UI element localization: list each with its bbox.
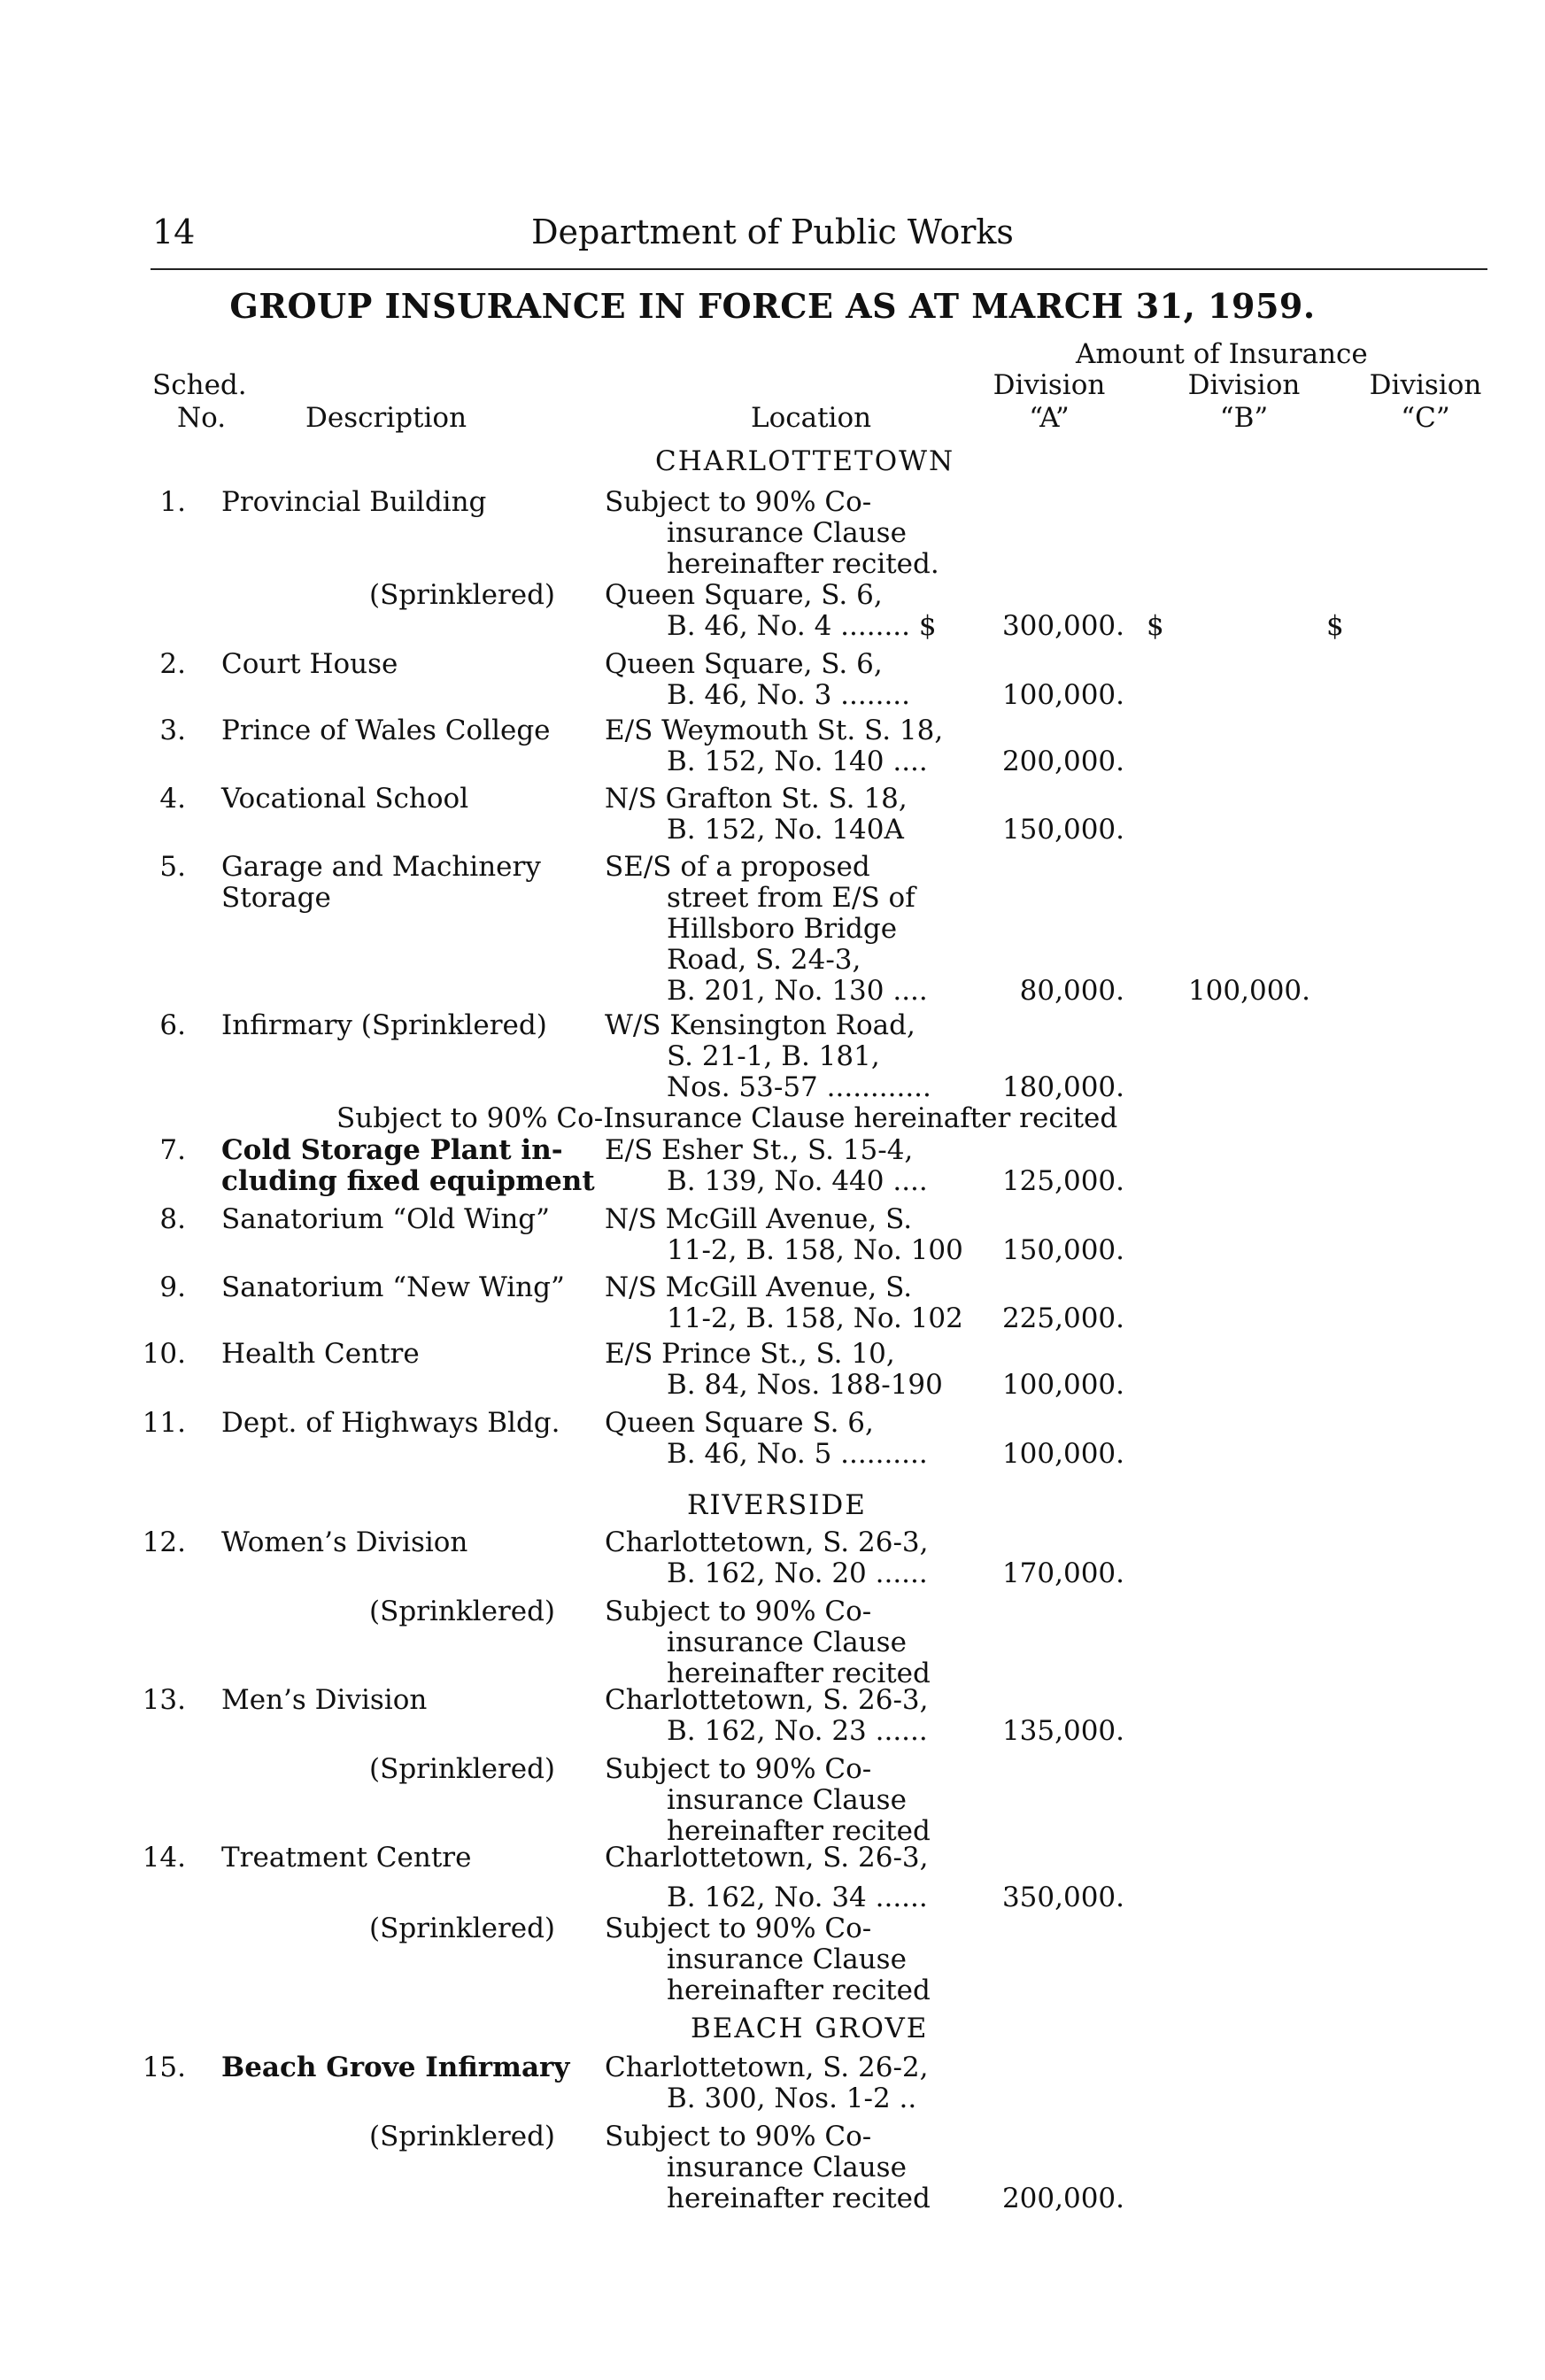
location-line: Hillsboro Bridge [667,913,898,945]
location-line: E/S Prince St., S. 10, [605,1338,895,1370]
amount-division-a: 135,000. [1001,1715,1124,1747]
description: Storage [221,882,331,914]
section-beach-grove: BEACH GROVE [691,2013,929,2044]
sprinklered-note: (Sprinklered) [369,579,556,611]
sched-number: 12. [142,1526,186,1558]
division-b-heading: Division [1187,369,1301,401]
sched-number: 3. [159,715,186,746]
location-line: N/S McGill Avenue, S. [605,1203,913,1235]
description: Women’s Division [221,1526,468,1558]
division-c-letter: “C” [1401,402,1450,434]
sched-number: 10. [142,1338,186,1370]
sched-number: 1. [159,486,186,518]
location-line: B. 152, No. 140 .... [667,746,928,777]
location-line: B. 201, No. 130 .... [667,975,928,1007]
location-line: B. 162, No. 23 ...... [667,1715,928,1747]
sprinklered-note: (Sprinklered) [369,1753,556,1785]
sched-number: 9. [159,1271,186,1303]
sprinklered-note: (Sprinklered) [369,2121,556,2152]
location-line: hereinafter recited [667,1658,931,1689]
sched-number: 4. [159,783,186,815]
description: cluding fixed equipment [221,1165,595,1197]
description: Cold Storage Plant in- [221,1134,563,1166]
location-line: insurance Clause [667,1943,907,1975]
location-line: W/S Kensington Road, [605,1009,915,1041]
amount-heading: Amount of Insurance [1076,338,1368,370]
amount-division-a: 100,000. [1001,679,1124,711]
description: Health Centre [221,1338,420,1370]
location-line: Subject to 90% Co- [605,1753,872,1785]
location-line: hereinafter recited [667,2183,931,2214]
sprinklered-note: (Sprinklered) [369,1912,556,1944]
location-line: Subject to 90% Co- [605,1596,872,1627]
description: Sanatorium “Old Wing” [221,1203,551,1235]
location-line: 11-2, B. 158, No. 102 [667,1302,963,1334]
coinsurance-clause-note: Subject to 90% Co-Insurance Clause hereinafter recited [336,1102,1118,1134]
page-title: GROUP INSURANCE IN FORCE AS AT MARCH 31, 1959. [229,286,1316,326]
location-line: Road, S. 24-3, [667,944,861,976]
amount-division-a: 100,000. [1001,1369,1124,1401]
location-line: N/S McGill Avenue, S. [605,1271,913,1303]
description: Infirmary (Sprinklered) [221,1009,547,1041]
location-line: insurance Clause [667,1784,907,1816]
amount-division-a: 300,000. [1001,610,1124,642]
sched-number: 7. [159,1134,186,1166]
amount-division-a: 200,000. [1001,2183,1124,2214]
location-line: E/S Weymouth St. S. 18, [605,715,944,746]
location-line: B. 84, Nos. 188-190 [667,1369,943,1401]
location-line: Subject to 90% Co- [605,1912,872,1944]
section-charlottetown: CHARLOTTETOWN [655,445,955,477]
location-line: E/S Esher St., S. 15-4, [605,1134,914,1166]
sched-number: 15. [142,2052,186,2083]
location-line: B. 162, No. 34 ...... [667,1882,928,1913]
location-line: hereinafter recited. [667,548,939,580]
location-line: insurance Clause [667,2152,907,2183]
location-line: 11-2, B. 158, No. 100 [667,1234,963,1266]
amount-division-a: 150,000. [1001,814,1124,846]
sched-number: 2. [159,648,186,680]
sched-number: 14. [142,1842,186,1874]
description: Prince of Wales College [221,715,551,746]
location-line: B. 300, Nos. 1-2 .. [667,2082,917,2114]
sprinklered-note: (Sprinklered) [369,1596,556,1627]
location-line: hereinafter recited [667,1974,931,2006]
location-line: S. 21-1, B. 181, [667,1040,880,1072]
sched-number: 13. [142,1684,186,1716]
description: Court House [221,648,398,680]
location-line: B. 152, No. 140A [667,814,904,846]
division-b-letter: “B” [1219,402,1269,434]
description-heading: Description [305,402,467,434]
sched-number: 8. [159,1203,186,1235]
amount-division-b: 100,000. [1187,975,1310,1007]
description: Provincial Building [221,486,487,518]
running-header: Department of Public Works [531,212,1014,251]
description: Vocational School [221,783,469,815]
amount-division-a: 125,000. [1001,1165,1124,1197]
sched-heading: Sched. [152,369,247,401]
description: Garage and Machinery [221,851,541,883]
amount-division-a: 200,000. [1001,746,1124,777]
amount-division-b: $ [1147,610,1164,642]
location-line: B. 162, No. 20 ...... [667,1557,928,1589]
description: Beach Grove Infirmary [221,2052,570,2083]
page-number: 14 [152,212,196,251]
location-line: Subject to 90% Co- [605,486,872,518]
location-line: Queen Square S. 6, [605,1407,874,1439]
amount-division-c: $ [1326,610,1344,642]
location-line: Queen Square, S. 6, [605,648,883,680]
amount-division-a: 170,000. [1001,1557,1124,1589]
description: Sanatorium “New Wing” [221,1271,565,1303]
division-a-letter: “A” [1029,402,1070,434]
location-line: Charlottetown, S. 26-2, [605,2052,929,2083]
amount-division-a: 225,000. [1001,1302,1124,1334]
division-c-heading: Division [1369,369,1482,401]
description: Treatment Centre [221,1842,472,1874]
location-line: insurance Clause [667,1627,907,1658]
location-line: Charlottetown, S. 26-3, [605,1842,929,1874]
sched-number: 11. [142,1407,186,1439]
description: Men’s Division [221,1684,428,1716]
division-a-heading: Division [993,369,1106,401]
location-line: B. 139, No. 440 .... [667,1165,928,1197]
location-line: street from E/S of [667,882,915,914]
location-heading: Location [751,402,872,434]
location-line: insurance Clause [667,517,907,549]
location-line: Nos. 53-57 ............ [667,1071,931,1103]
section-riverside: RIVERSIDE [687,1489,867,1521]
amount-division-a: 350,000. [1001,1882,1124,1913]
location-line: hereinafter recited [667,1815,931,1847]
sched-number: 5. [159,851,186,883]
location-line: B. 46, No. 3 ........ [667,679,911,711]
sched-number: 6. [159,1009,186,1041]
no-heading: No. [177,402,227,434]
location-line: Charlottetown, S. 26-3, [605,1526,929,1558]
amount-division-a: 100,000. [1001,1438,1124,1470]
location-line: B. 46, No. 5 .......... [667,1438,928,1470]
amount-division-a: 80,000. [1019,975,1124,1007]
header-rule [151,268,1487,270]
amount-division-a: 180,000. [1001,1071,1124,1103]
amount-division-a: 150,000. [1001,1234,1124,1266]
location-line: Subject to 90% Co- [605,2121,872,2152]
location-line: N/S Grafton St. S. 18, [605,783,908,815]
location-line: Charlottetown, S. 26-3, [605,1684,929,1716]
location-line: Queen Square, S. 6, [605,579,883,611]
location-line: B. 46, No. 4 ........ $ [667,610,937,642]
location-line: SE/S of a proposed [605,851,870,883]
description: Dept. of Highways Bldg. [221,1407,560,1439]
